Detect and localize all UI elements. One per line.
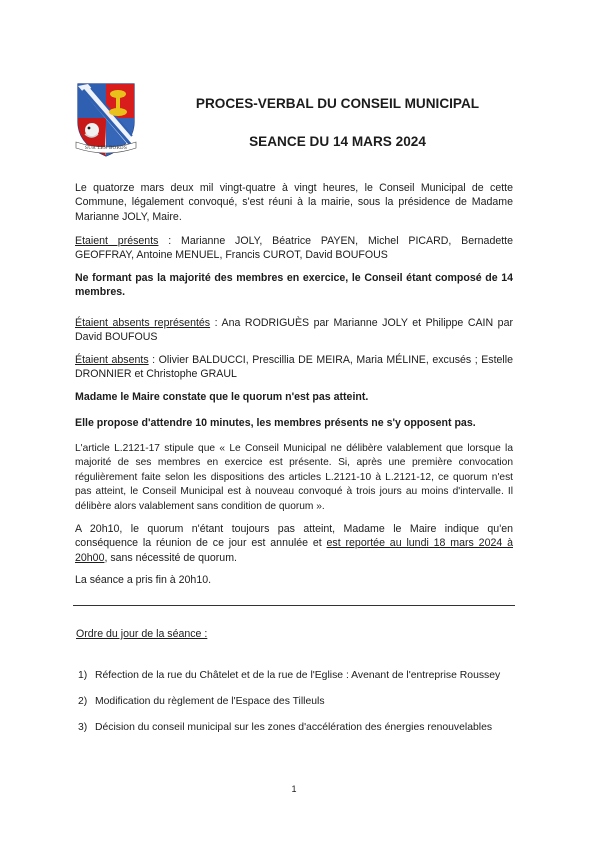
section-divider <box>73 605 515 606</box>
absents-paragraph <box>75 353 513 382</box>
presents-label: Etaient présents <box>75 235 159 247</box>
agenda-item <box>78 670 500 681</box>
document-title: PROCES-VERBAL DU CONSEIL MUNICIPAL <box>195 96 480 111</box>
agenda-item-number: 1) <box>78 670 88 681</box>
represented-label: Étaient absents représentés <box>75 317 211 329</box>
session-title: SEANCE DU 14 MARS 2024 <box>249 134 426 149</box>
postpone-text-a: A 20h10, le quorum n'étant toujours pas atteint, Madame le Maire indique qu'en conséquence la réunion de ce jour est annulée et <box>75 523 513 550</box>
absents-list: : Olivier BALDUCCI, Prescillia DE MEIRA, Maria MÉLINE, excusés ; Estelle DRONNIER et Christophe GRAUL <box>75 354 514 381</box>
represented-list: : Ana RODRIGUÈS par Marianne JOLY et Philippe CAIN par David BOUFOUS <box>75 317 513 344</box>
agenda-item <box>78 722 492 733</box>
agenda-item <box>78 696 325 707</box>
absents-label: Étaient absents <box>75 354 149 366</box>
wait-note: Elle propose d'attendre 10 minutes, les membres présents ne s'y opposent pas. <box>75 417 476 429</box>
presents-paragraph <box>75 234 513 263</box>
end-paragraph: La séance a pris fin à 20h10. <box>75 574 212 586</box>
majority-paragraph: Ne formant pas la majorité des membres en exercice, le Conseil étant composé de 14 membres. <box>75 272 513 299</box>
represented-paragraph <box>75 316 513 345</box>
page-number: 1 <box>291 784 297 794</box>
postpone-paragraph <box>75 522 513 565</box>
agenda-heading: Ordre du jour de la séance : <box>76 628 208 640</box>
crest-motto: SUR LES BORDS <box>84 146 128 151</box>
agenda-item-text: Réfection de la rue du Châtelet et de la rue de l'Eglise : Avenant de l'entreprise Roussey <box>95 670 501 681</box>
presents-list: : Marianne JOLY, Béatrice PAYEN, Michel PICARD, Bernadette GEOFFRAY, Antoine MENUEL, Francis CUROT, David BOUFOUS <box>75 235 514 262</box>
agenda-item-text: Modification du règlement de l'Espace des Tilleuls <box>95 696 325 707</box>
agenda-item-number: 2) <box>78 696 88 707</box>
agenda-item-text: Décision du conseil municipal sur les zones d'accélération des énergies renouvelables <box>95 722 493 733</box>
intro-paragraph: Le quatorze mars deux mil vingt-quatre à vingt heures, le Conseil Municipal de cette Commune, légalement convoqué, s'est réuni à la mairie, sous la présidence de Madame Marianne JOLY, Maire. <box>75 182 513 223</box>
postpone-date: est reportée au lundi 18 mars 2024 à 20h00 <box>75 537 513 564</box>
article-paragraph: L'article L.2121-17 stipule que « Le Conseil Municipal ne délibère valablement que lorsque la majorité de ses membres en exercice est présente. Si, après une première convocation régulièrement faite selon les dispositions des articles L.2121-10 à L.2121-12, ce quorum n'est pas atteint, le Conseil Municipal est à nouveau convoqué à trois jours au moins d'intervalle. Il délibère alors valablement sans condition de quorum ». <box>75 443 513 512</box>
postpone-text-b: , sans nécessité de quorum. <box>104 551 237 564</box>
agenda-item-number: 3) <box>78 722 88 733</box>
quorum-note: Madame le Maire constate que le quorum n'est pas atteint. <box>75 391 369 403</box>
